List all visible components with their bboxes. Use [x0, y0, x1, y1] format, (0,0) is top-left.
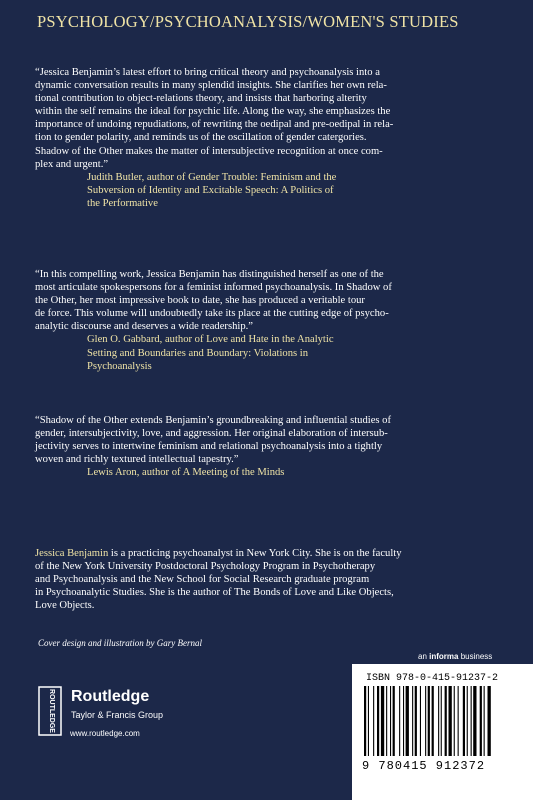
quote-attribution: Lewis Aron, author of A Meeting of the Minds — [87, 467, 285, 479]
bio-line: of the New York University Postdoctoral Psychology Program in Psychotherapy — [35, 561, 376, 573]
quote-attribution: Psychoanalysis — [87, 360, 152, 372]
informa-prefix: an — [418, 652, 430, 661]
publisher-url: www.routledge.com — [70, 729, 140, 738]
bio-line: Love Objects. — [35, 600, 95, 612]
quote-line: gender, intersubjectivity, love, and aggression. Her original elaboration of intersub- — [35, 428, 388, 440]
author-name: Jessica Benjamin — [35, 548, 109, 559]
barcode-bar — [445, 686, 447, 756]
quote-attribution: Subversion of Identity and Excitable Speech: A Politics of — [87, 184, 334, 196]
quote-line: Shadow of the Other makes the matter of intersubjective recognition at once com- — [35, 145, 383, 157]
barcode-bar — [399, 686, 400, 756]
routledge-mark-icon — [38, 686, 62, 736]
category-heading: PSYCHOLOGY/PSYCHOANALYSIS/WOMEN'S STUDIES — [37, 12, 459, 31]
barcode-bar — [364, 686, 366, 756]
barcode-bar — [381, 686, 384, 756]
barcode-bar — [454, 686, 455, 756]
quote-attribution: Judith Butler, author of Gender Trouble: Feminism and the — [87, 171, 337, 183]
barcode-bar — [432, 686, 434, 756]
barcode-bar — [415, 686, 417, 756]
quote-line: the Other, her most impressive book to date, she has produced a veritable tour — [35, 295, 365, 307]
barcode-panel — [352, 664, 533, 800]
barcode-bar — [449, 686, 452, 756]
barcode-bar — [458, 686, 459, 756]
barcode-number: 9 780415 912372 — [362, 759, 486, 773]
barcode-bar — [438, 686, 439, 756]
barcode-bar — [480, 686, 482, 756]
quote-line: jectivity serves to intertwine feminism and relational psychoanalysis into a tightly — [35, 441, 383, 453]
quote-attribution: Glen O. Gabbard, author of Love and Hate in the Analytic — [87, 334, 334, 346]
quote-line: “In this compelling work, Jessica Benjamin has distinguished herself as one of the — [35, 269, 384, 280]
quote-gabbard — [35, 268, 505, 373]
quote-line: tion to gender polarity, and reminds us of the oscillation of gender catergories. — [35, 132, 367, 144]
barcode-bar — [488, 686, 491, 756]
bio-text: is a practicing psychoanalyst in New York City. She is on the faculty — [108, 548, 402, 559]
barcode-bar — [471, 686, 472, 756]
publisher-group: Taylor & Francis Group — [71, 710, 164, 720]
barcode-bar — [484, 686, 485, 756]
barcode-bar — [467, 686, 468, 756]
barcode-bar — [386, 686, 387, 756]
quote-butler — [35, 66, 505, 210]
routledge-vertical-text: ROUTLEDGE — [48, 689, 55, 733]
quote-line: dynamic conversation results in many splendid insights. She clarifies her own rela- — [35, 80, 387, 92]
quote-aron — [35, 414, 505, 479]
informa-suffix: business — [458, 652, 493, 661]
barcode-bar — [406, 686, 409, 756]
quote-attribution: Setting and Boundaries and Boundary: Violations in — [87, 347, 309, 359]
quote-line: de force. This volume will undoubtedly take its place at the cutting edge of psycho- — [35, 308, 389, 320]
bio-line: in Psychoanalytic Studies. She is the author of The Bonds of Love and Like Objects, — [35, 587, 394, 599]
barcode-bar — [428, 686, 430, 756]
publisher-name: Routledge — [71, 688, 150, 705]
barcode-bar — [377, 686, 379, 756]
barcode-bar — [368, 686, 369, 756]
barcode-bar — [390, 686, 391, 756]
quote-line: within the self remains the ideal for psychic life. Along the way, she emphasizes the — [35, 106, 391, 118]
barcode-bar — [393, 686, 395, 756]
barcode-bar — [412, 686, 413, 756]
quote-line: woven and richly textured intellectual tapestry.” — [35, 454, 239, 466]
bio-line: and Psychoanalysis and the New School for Social Research graduate program — [35, 574, 370, 586]
quote-line: most articulate spokespersons for a feminist informed psychoanalysis. In Shadow of — [35, 282, 392, 294]
informa-tagline — [418, 652, 492, 661]
barcode-bar — [473, 686, 476, 756]
barcode-bar — [463, 686, 465, 756]
quote-line: “Jessica Benjamin’s latest effort to bring critical theory and psychoanalysis into a — [35, 67, 380, 78]
quote-line: “Shadow of the Other extends Benjamin’s groundbreaking and influential studies of — [35, 415, 391, 426]
quote-attribution: the Performative — [87, 197, 158, 209]
barcode-bar — [420, 686, 421, 756]
quote-line: analytic discourse and deserves a wide readership.” — [35, 321, 253, 333]
quote-line: plex and urgent.” — [35, 158, 109, 170]
barcode-bar — [373, 686, 374, 756]
barcode-bar — [425, 686, 426, 756]
barcode-bar — [441, 686, 442, 756]
cover-credit: Cover design and illustration by Gary Bernal — [38, 638, 202, 648]
quote-line: tional contribution to object-relations theory, and insists that harboring alterity — [35, 93, 367, 105]
isbn-text: ISBN 978-0-415-91237-2 — [366, 673, 499, 684]
barcode — [362, 686, 527, 758]
bio-line — [35, 547, 505, 560]
barcode-bar — [403, 686, 404, 756]
informa-bold: informa — [429, 652, 459, 661]
quote-line: importance of undoing repudiations, of rewriting the oedipal and pre-oedipal in rela- — [35, 119, 394, 131]
author-bio — [35, 547, 505, 612]
